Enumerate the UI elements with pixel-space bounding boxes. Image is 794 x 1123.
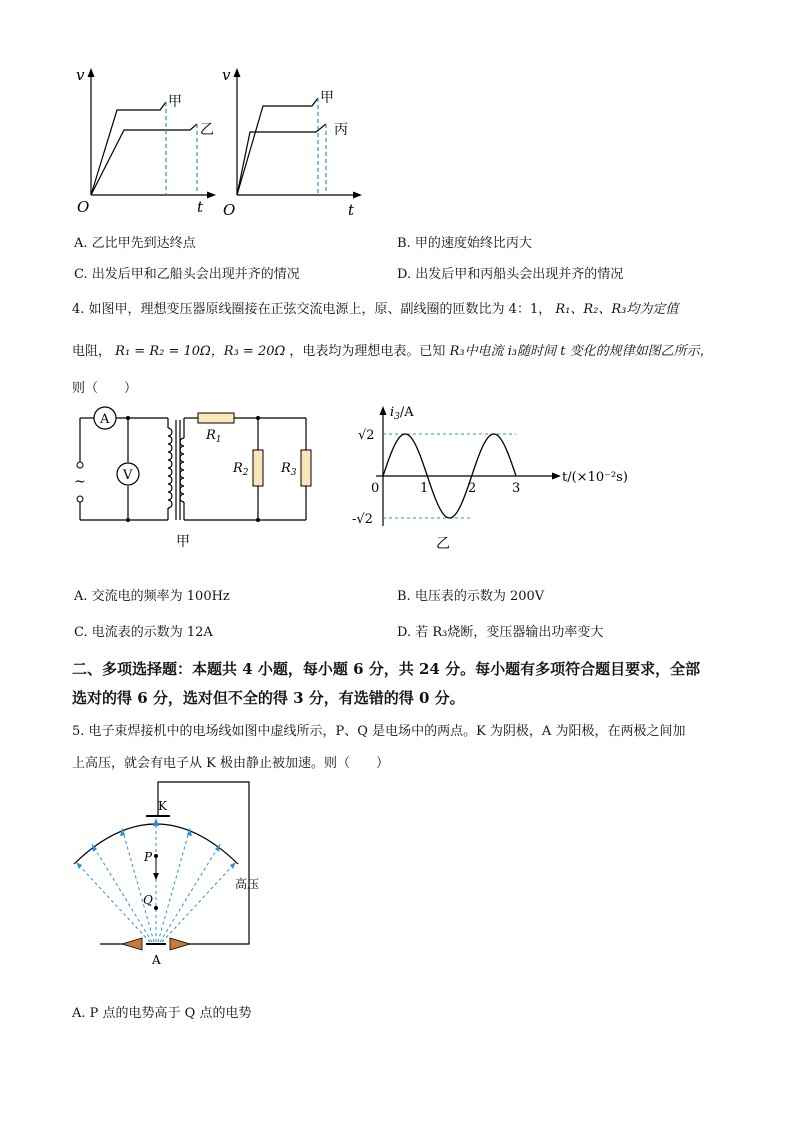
axis-label-v: v [222,66,231,84]
curve-label-bing: 丙 [334,122,348,138]
q3-option-d: D. 出发后甲和丙船头会出现并齐的情况 [397,267,624,282]
q5-stem-line1: 5. 电子束焊接机中的电场线如图中虚线所示，P、Q 是电场中的两点。K 为阴极，A 为阳极，在两极之间加 [72,724,686,739]
q4-option-c: C. 电流表的示数为 12A [74,625,213,640]
k-label: K [158,799,167,813]
r3-label: $R_3$ [281,461,297,478]
electron-beam-diagram [66,772,276,972]
q5-stem-line2: 上高压，就会有电子从 K 极由静止被加速。则（ ） [72,756,389,771]
section-heading-line2: 选对的得 6 分，选对但不全的得 3 分，有选错的得 0 分。 [72,689,465,707]
curve-label-jia: 甲 [320,90,334,106]
q4-option-b: B. 电压表的示数为 200V [397,589,545,604]
tick-label-2: 2 [468,481,477,496]
p-label: P [144,850,153,864]
ammeter-label: A [100,412,110,427]
origin-label: O [77,198,90,216]
axis-label-t: t [348,201,355,219]
wave-caption: 乙 [436,536,450,552]
axis-label-v: v [76,66,85,84]
q4-stem-line1-b: R₁、R₂、R₃均为定值 [555,302,679,317]
r2-label: $R_2$ [233,461,249,478]
tick-label-3: 3 [512,481,521,496]
high-voltage-label: 高压 [235,877,260,891]
voltmeter-label: V [123,468,133,483]
curve-label-yi: 乙 [200,122,214,138]
vt-graph-2 [216,62,366,222]
q4-stem-line1-a: 4. 如图甲，理想变压器原线圈接在正弦交流电源上，原、副线圈的匝数比为 4：1， [72,302,552,317]
y-max-label: √2 [358,428,375,443]
q4-stem-line1 [72,301,678,319]
q4-stem-line2-c: ，电表均为理想电表。已知 [289,344,446,359]
origin-label: O [223,201,236,219]
q5-option-a: A. P 点的电势高于 Q 点的电势 [72,1006,252,1021]
q4-stem-line2-b: R₁ = R₂ = 10Ω，R₃ = 20Ω [115,344,286,359]
q4-stem-line3: 则（ ） [72,381,138,396]
r1-label: $R_1$ [206,428,222,445]
q4-option-d: D. 若 R₃烧断，变压器输出功率变大 [397,625,604,640]
q4-stem-line2 [72,343,713,361]
a-label: A [152,953,161,967]
q3-option-c: C. 出发后甲和乙船头会出现并齐的情况 [74,267,300,282]
x-axis-label: t/(×10⁻²s) [562,470,628,485]
q4-option-a: A. 交流电的频率为 100Hz [74,589,230,604]
section-heading-line1: 二、多项选择题：本题共 4 小题，每小题 6 分，共 24 分。每小题有多项符合题目要求，全部 [72,660,701,678]
q4-stem-line2-a: 电阻， [72,344,112,359]
q-label: Q [143,893,153,907]
q3-option-b: B. 甲的速度始终比丙大 [397,236,532,251]
vt-graph-1 [70,62,220,222]
current-waveform-graph [340,402,640,562]
q3-option-a: A. 乙比甲先到达终点 [74,236,196,251]
circuit-caption: 甲 [176,534,190,550]
y-axis-label: $i_3/A$ [390,405,414,422]
q4-stem-line2-d: R₃中电流 i₃随时间 t 变化的规律如图乙所示， [449,344,713,359]
axis-label-t: t [197,198,204,216]
curve-label-jia: 甲 [168,94,182,110]
transformer-circuit-diagram [70,402,320,562]
tick-label-1: 1 [420,481,429,496]
y-min-label: -√2 [352,512,373,527]
tick-label-0: 0 [371,481,380,496]
ac-source-symbol: ~ [74,474,86,490]
